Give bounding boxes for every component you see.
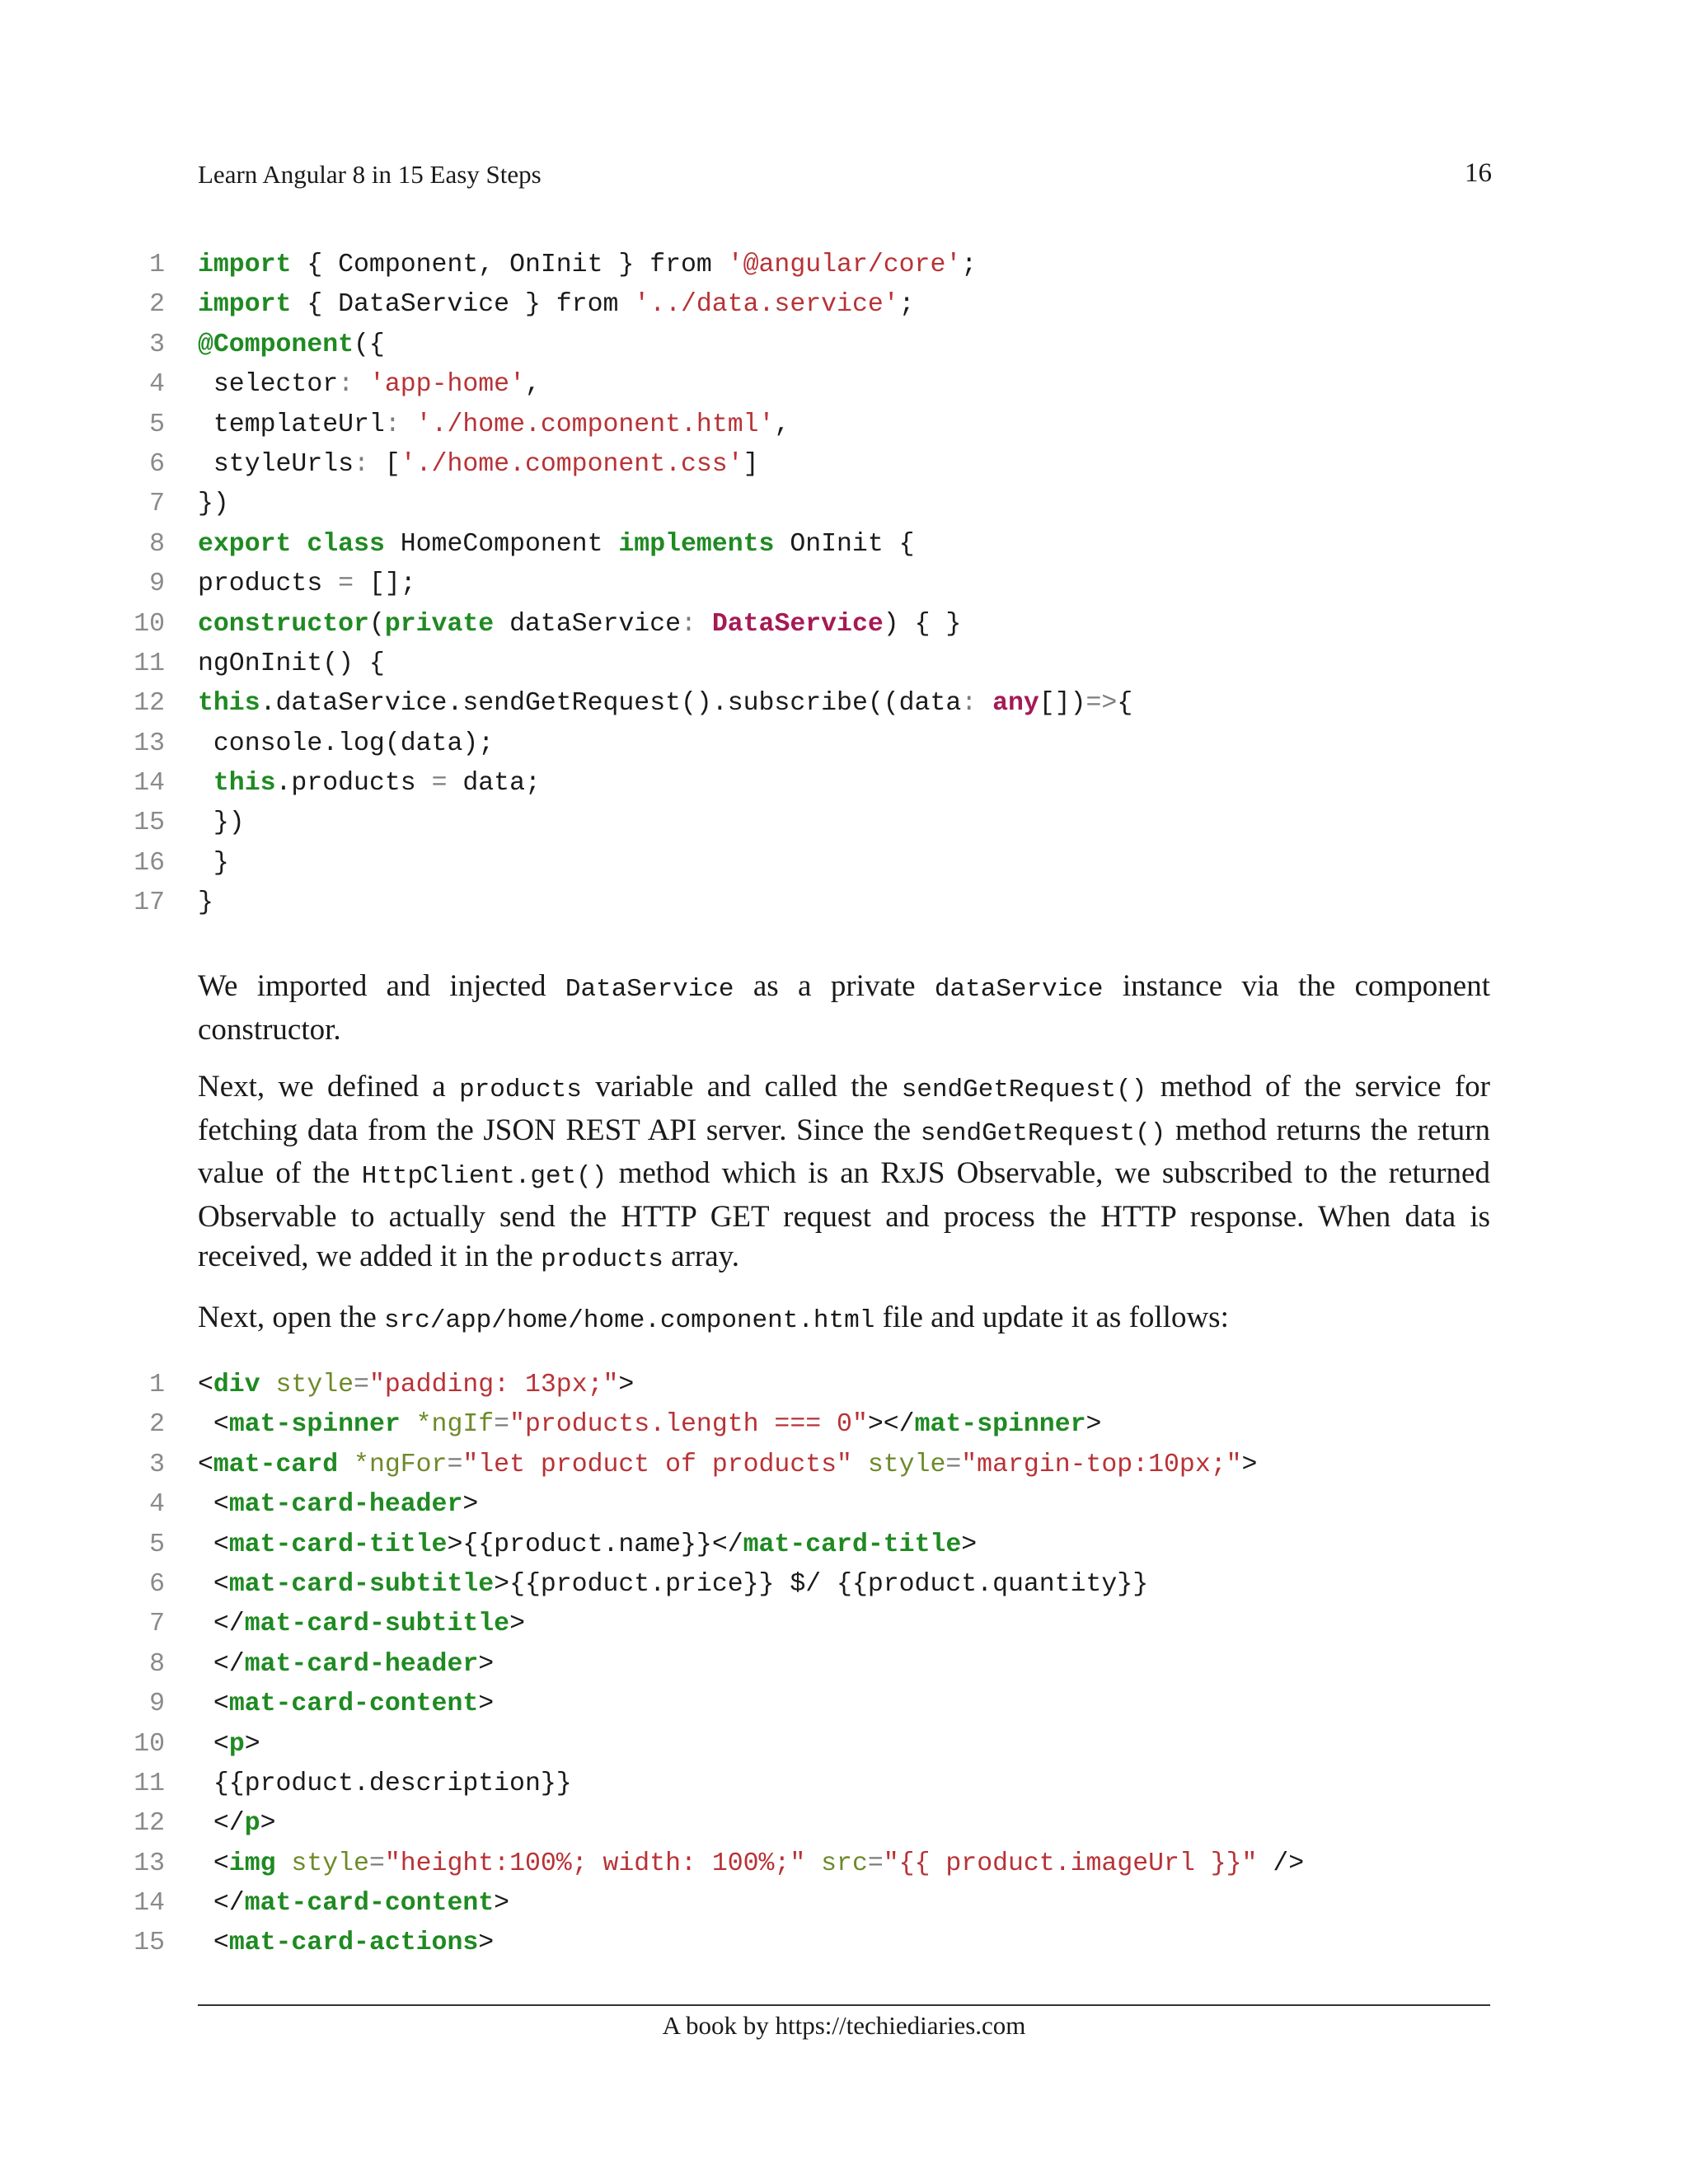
code-line [124,605,1525,644]
line-number: 13 [134,1849,165,1878]
code-text: </p> [198,1809,276,1839]
line-number: 12 [134,1809,165,1839]
code-line [124,1366,1525,1405]
line-number: 4 [149,1490,165,1520]
code-line [124,525,1525,565]
code-line [124,285,1525,325]
paragraph: We imported and injected DataService as a private dataService instance via the component constructor. [198,969,1490,1047]
code-text: }) [198,490,229,519]
code-text: export class HomeComponent implements OnInit { [198,529,915,559]
code-text: <mat-card-actions> [198,1929,495,1958]
line-number: 15 [134,808,165,838]
line-number: 1 [149,251,165,279]
paragraph: Next, we defined a products variable and called the sendGetRequest() method of the service for fetching data from the JSON REST API server. Since the sendGetRequest() method returns the return value of the HttpClient.get() method which is an RxJS Observable, we subscribed to the returned Observable to actually send the HTTP GET request and process the HTTP response. When data is received, we added it in the products array. [198,1070,1490,1274]
code-text: constructor(private dataService: DataService) { } [198,609,962,639]
code-block-typescript [124,246,1525,924]
code-line [124,1725,1525,1765]
line-number: 7 [149,490,165,519]
code-text: this.dataService.sendGetRequest().subscribe((data: any[])=>{ [198,689,1133,719]
line-number: 4 [149,370,165,400]
code-text: </mat-card-subtitle> [198,1610,525,1639]
line-number: 8 [149,1649,165,1679]
code-line [124,764,1525,804]
code-text: console.log(data); [198,729,495,758]
code-block-html [124,1366,1525,1964]
code-line [124,684,1525,724]
code-line [124,883,1525,923]
code-text: </mat-card-content> [198,1889,510,1919]
line-number: 10 [134,1729,165,1759]
code-text: {{product.description}} [198,1769,572,1798]
paragraph: Next, open the src/app/home/home.component.html file and update it as follows: [198,1300,1229,1335]
code-line [124,844,1525,883]
code-line [124,1924,1525,1963]
code-line [124,1765,1525,1804]
code-text: ngOnInit() { [198,649,385,678]
code-line [124,246,1525,285]
line-number: 11 [134,649,165,678]
running-header-title: Learn Angular 8 in 15 Easy Steps [198,160,542,189]
code-text: @Component({ [198,330,385,359]
line-number: 1 [149,1371,165,1399]
code-line [124,1645,1525,1685]
line-number: 9 [149,569,165,599]
line-number: 14 [134,769,165,799]
line-number: 7 [149,1610,165,1639]
code-line [124,445,1525,485]
line-number: 2 [149,290,165,320]
code-text: <mat-card-header> [198,1490,479,1520]
line-number: 11 [134,1769,165,1798]
code-text: this.products = data; [213,769,541,799]
line-number: 3 [149,1450,165,1479]
code-line [124,1804,1525,1844]
code-line [124,804,1525,843]
code-text: <mat-card-title>{{product.name}}</mat-card-title> [198,1530,978,1559]
code-line [124,405,1525,445]
footer-rule [198,2004,1490,2006]
code-line [124,1685,1525,1724]
line-number: 6 [149,1569,165,1599]
line-number: 6 [149,449,165,479]
code-text: <mat-card-subtitle>{{product.price}} $/ {{product.quantity}} [198,1569,1149,1599]
code-line [124,1446,1525,1485]
code-line [124,724,1525,764]
code-text: <p> [198,1729,260,1759]
body-text [198,967,1490,1341]
line-number: 8 [149,529,165,559]
code-line [124,1565,1525,1605]
code-line [124,1485,1525,1525]
code-line [124,1605,1525,1644]
code-text: <mat-spinner *ngIf="products.length === 0"></mat-spinner> [198,1410,1102,1440]
line-number: 5 [149,410,165,439]
code-line [124,1844,1525,1884]
code-text: <img style="height:100%; width: 100%;" src="{{ product.imageUrl }}" /> [198,1849,1305,1878]
line-number: 15 [134,1929,165,1958]
code-line [124,1526,1525,1565]
code-text: </mat-card-header> [198,1649,495,1679]
code-text: } [198,888,213,918]
code-line [124,1405,1525,1445]
line-number: 16 [134,848,165,878]
code-text: } [198,848,229,878]
line-number: 2 [149,1410,165,1440]
code-text: }) [198,808,245,838]
code-line [124,365,1525,405]
code-line [124,326,1525,365]
code-line [124,1884,1525,1924]
code-text: import { DataService } from '../data.service'; [198,290,915,320]
code-line [124,485,1525,524]
line-number: 13 [134,729,165,758]
code-text: templateUrl: './home.component.html', [198,410,790,439]
code-text: <div style="padding: 13px;"> [198,1371,635,1399]
code-text: styleUrls: ['./home.component.css'] [198,449,759,479]
code-text: import { Component, OnInit } from '@angular/core'; [198,251,978,279]
line-number: 9 [149,1690,165,1719]
line-number: 12 [134,689,165,719]
line-number: 10 [134,609,165,639]
code-line [124,644,1525,684]
line-number: 5 [149,1530,165,1559]
code-text: products = []; [198,569,416,599]
code-text: <mat-card *ngFor="let product of products" style="margin-top:10px;"> [198,1450,1258,1479]
page-number: 16 [1465,158,1492,188]
line-number: 14 [134,1889,165,1919]
line-number: 3 [149,330,165,359]
code-text: <mat-card-content> [198,1690,495,1719]
code-line [124,565,1525,604]
code-text: selector: 'app-home', [198,370,541,400]
line-number: 17 [134,888,165,918]
footer-text: A book by https://techiediaries.com [662,2011,1026,2040]
